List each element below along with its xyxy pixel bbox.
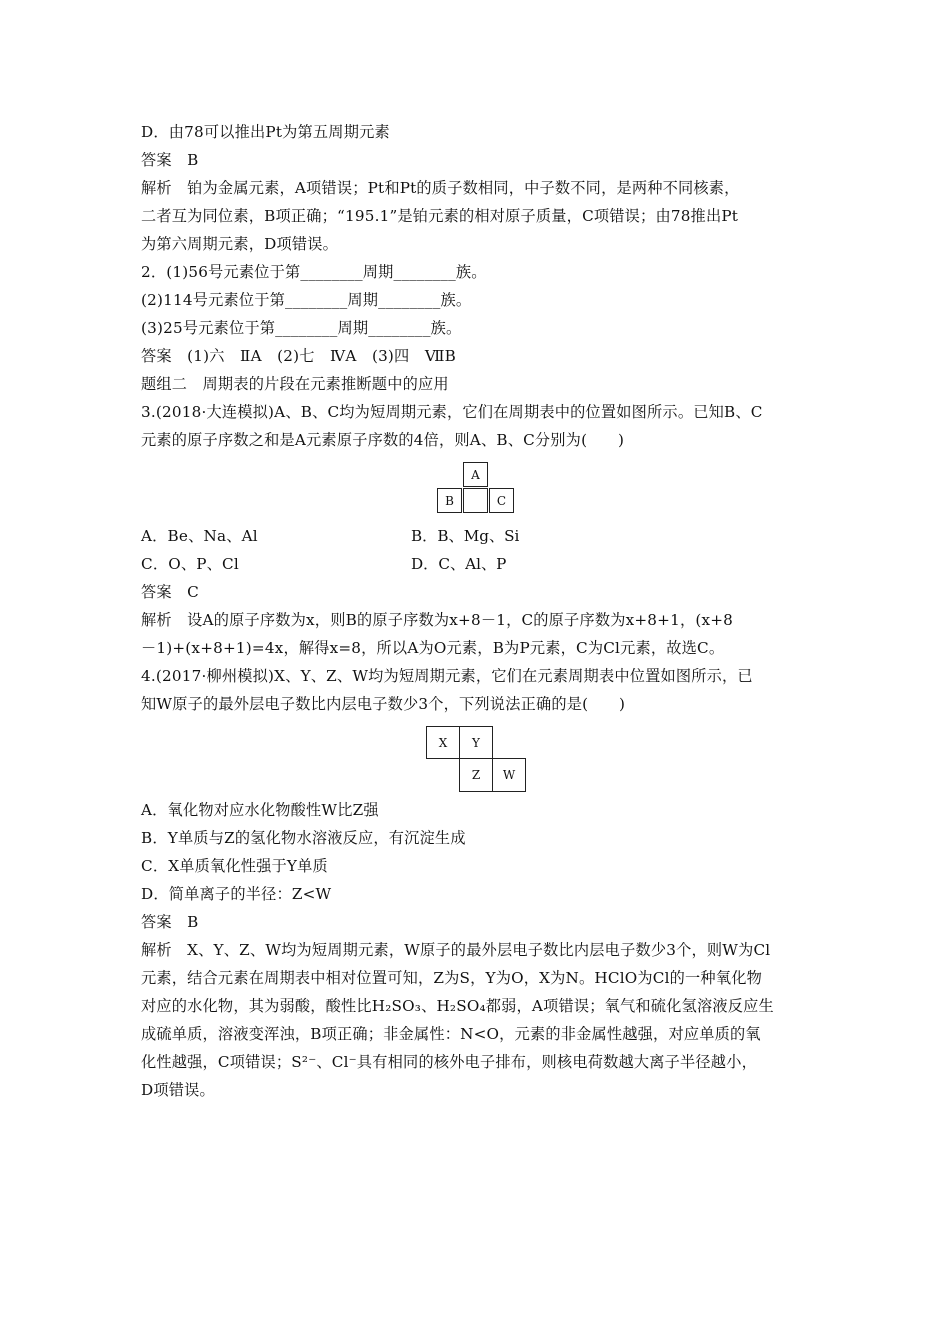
option-b-q3: B．B、Mg、Si xyxy=(411,527,520,545)
answer-q4: 答案 B xyxy=(141,913,199,931)
periodic-fragment-xyzw xyxy=(426,726,526,792)
cell-y: Y xyxy=(459,726,493,759)
explanation-q4-line4: 成硫单质，溶液变浑浊，B项正确；非金属性：N<O，元素的非金属性越强，对应单质的氧 xyxy=(141,1025,761,1043)
answer-q3: 答案 C xyxy=(141,583,199,601)
question-2-part2: (2)114号元素位于第________周期________族。 xyxy=(141,291,472,309)
cell-x: X xyxy=(426,726,460,759)
question-4-line1: 4.(2017·柳州模拟)X、Y、Z、W均为短周期元素，它们在元素周期表中位置如图所示，已 xyxy=(141,667,753,685)
explanation-q1-line2: 二者互为同位素，B项正确；“195.1”是铂元素的相对原子质量，C项错误；由78推出Pt xyxy=(141,207,739,225)
question-2-part3: (3)25号元素位于第________周期________族。 xyxy=(141,319,462,337)
periodic-fragment-abc xyxy=(437,462,515,514)
explanation-q3-line1: 解析 设A的原子序数为x，则B的原子序数为x+8－1，C的原子序数为x+8+1，(x+8 xyxy=(141,611,734,629)
explanation-q3-line2: －1)+(x+8+1)=4x，解得x=8，所以A为O元素，B为P元素，C为Cl元素，故选C。 xyxy=(141,639,725,657)
cell-c: C xyxy=(489,488,514,513)
option-d-q1: D．由78可以推出Pt为第五周期元素 xyxy=(141,123,390,141)
explanation-q1-line3: 为第六周期元素，D项错误。 xyxy=(141,235,339,253)
explanation-q4-line3: 对应的水化物，其为弱酸，酸性比H₂SO₃、H₂SO₄都弱，A项错误；氧气和硫化氢溶液反应生 xyxy=(141,997,774,1015)
cell-empty xyxy=(463,488,488,513)
question-2-part1: 2．(1)56号元素位于第________周期________族。 xyxy=(141,263,487,281)
option-a-q3: A．Be、Na、Al xyxy=(141,527,258,545)
section-heading: 题组二 周期表的片段在元素推断题中的应用 xyxy=(141,375,449,393)
option-a-q4: A．氧化物对应水化物酸性W比Z强 xyxy=(141,801,379,819)
option-c-q4: C．X单质氧化性强于Y单质 xyxy=(141,857,328,875)
option-c-q3: C．O、P、Cl xyxy=(141,555,239,573)
cell-b: B xyxy=(437,488,462,513)
answer-q1: 答案 B xyxy=(141,151,199,169)
cell-a: A xyxy=(463,462,488,487)
explanation-q4-line2: 元素，结合元素在周期表中相对位置可知，Z为S，Y为O，X为N。HClO为Cl的一种氧化物 xyxy=(141,969,762,987)
cell-w: W xyxy=(492,758,526,792)
option-b-q4: B．Y单质与Z的氢化物水溶液反应，有沉淀生成 xyxy=(141,829,466,847)
option-d-q4: D．简单离子的半径：Z<W xyxy=(141,885,332,903)
option-d-q3: D．C、Al、P xyxy=(411,555,507,573)
explanation-q4-line1: 解析 X、Y、Z、W均为短周期元素，W原子的最外层电子数比内层电子数少3个，则W为Cl xyxy=(141,941,771,959)
explanation-q4-line5: 化性越强，C项错误；S²⁻、Cl⁻具有相同的核外电子排布，则核电荷数越大离子半径越小， xyxy=(141,1053,757,1071)
answer-q2: 答案 (1)六 ⅡA (2)七 ⅣA (3)四 ⅦB xyxy=(141,347,456,365)
cell-z: Z xyxy=(459,758,493,792)
explanation-q4-line6: D项错误。 xyxy=(141,1081,215,1099)
explanation-q1-line1: 解析 铂为金属元素，A项错误；Pt和Pt的质子数相同，中子数不同，是两种不同核素， xyxy=(141,179,740,197)
question-3-line1: 3.(2018·大连模拟)A、B、C均为短周期元素，它们在周期表中的位置如图所示。已知B、C xyxy=(141,403,763,421)
question-4-line2: 知W原子的最外层电子数比内层电子数少3个，下列说法正确的是( ) xyxy=(141,695,626,713)
question-3-line2: 元素的原子序数之和是A元素原子序数的4倍，则A、B、C分别为( ) xyxy=(141,431,625,449)
